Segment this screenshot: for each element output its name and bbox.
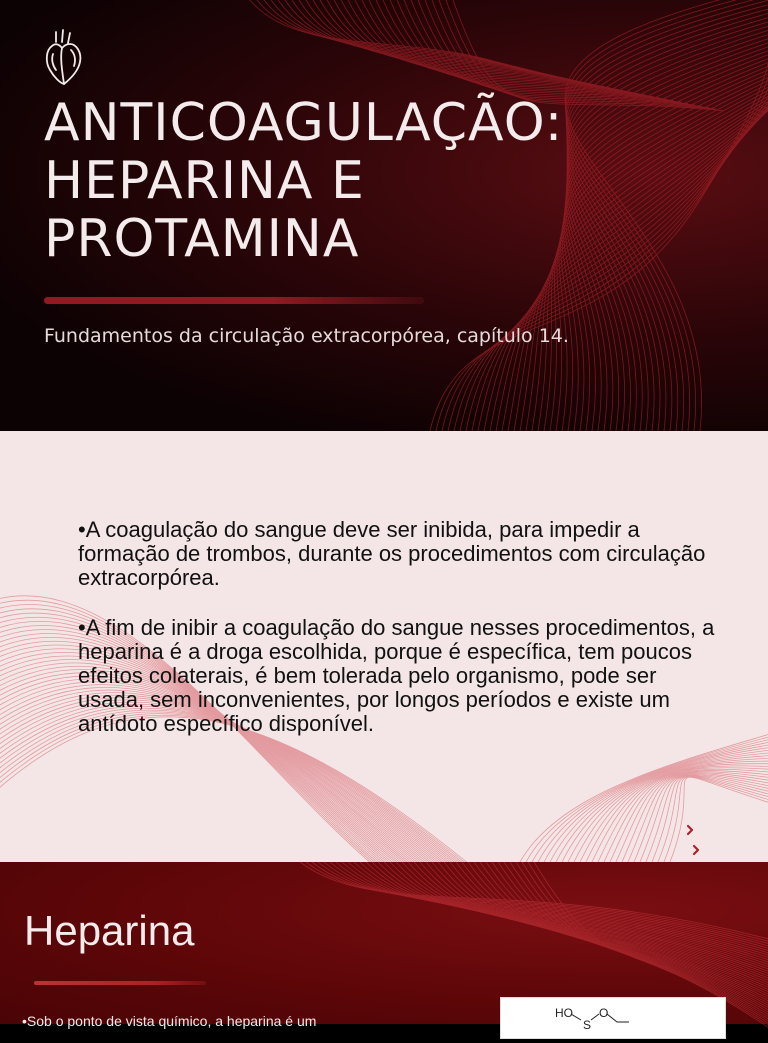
wave-line — [646, 776, 768, 862]
title-line-3: PROTAMINA — [44, 209, 360, 269]
wave-line — [408, 862, 768, 985]
section-divider — [34, 981, 206, 985]
wave-line — [330, 862, 768, 954]
heparin-molecule-diagram — [500, 997, 726, 1039]
section-text: •Sob o ponto de vista químico, a heparina é um — [22, 1013, 317, 1029]
ornament-icon — [682, 824, 702, 858]
molecule-label-ho: HO — [555, 1006, 573, 1020]
wave-line — [640, 775, 768, 862]
wave-line — [354, 862, 768, 964]
wave-line — [450, 862, 768, 1002]
molecule-label-s: S — [583, 1018, 592, 1032]
slide-subtitle: Fundamentos da circulação extracorpórea, capítulo 14. — [44, 325, 569, 347]
paragraph-1: •A coagulação do sangue deve ser inibida, para impedir a formação de trombos, durante os procedimentos com circulação extracorpórea. — [78, 517, 706, 590]
anatomical-heart-icon — [42, 28, 84, 86]
content-slide — [0, 431, 768, 862]
wave-line — [550, 746, 768, 862]
slide-title — [44, 94, 724, 268]
wave-line — [425, 0, 695, 105]
wave-line — [372, 862, 768, 971]
heparin-slide — [0, 862, 768, 1032]
title-slide — [0, 0, 768, 431]
paragraph-2: •A fim de inibir a coagulação do sangue nesses procedimentos, a heparina é a droga escolhida, porque é específica, tem poucos efeitos colaterais, é bem tolerada pelo organismo, pode ser usada, sem inconvenientes, por longos períodos e existe um antídoto específico disponível. — [78, 615, 715, 736]
title-divider — [44, 297, 424, 304]
section-title: Heparina — [24, 907, 195, 954]
body-text — [78, 518, 728, 762]
wave-line — [271, 0, 541, 74]
wave-line — [474, 862, 768, 1012]
wave-line — [652, 776, 768, 862]
molecule-label-o: O — [599, 1006, 609, 1020]
wave-line — [313, 0, 583, 83]
wave-line — [336, 862, 768, 956]
title-line-1: ANTICOAGULAÇÃO: — [44, 93, 564, 153]
wave-line — [390, 862, 768, 978]
title-line-2: HEPARINA E — [44, 151, 365, 211]
